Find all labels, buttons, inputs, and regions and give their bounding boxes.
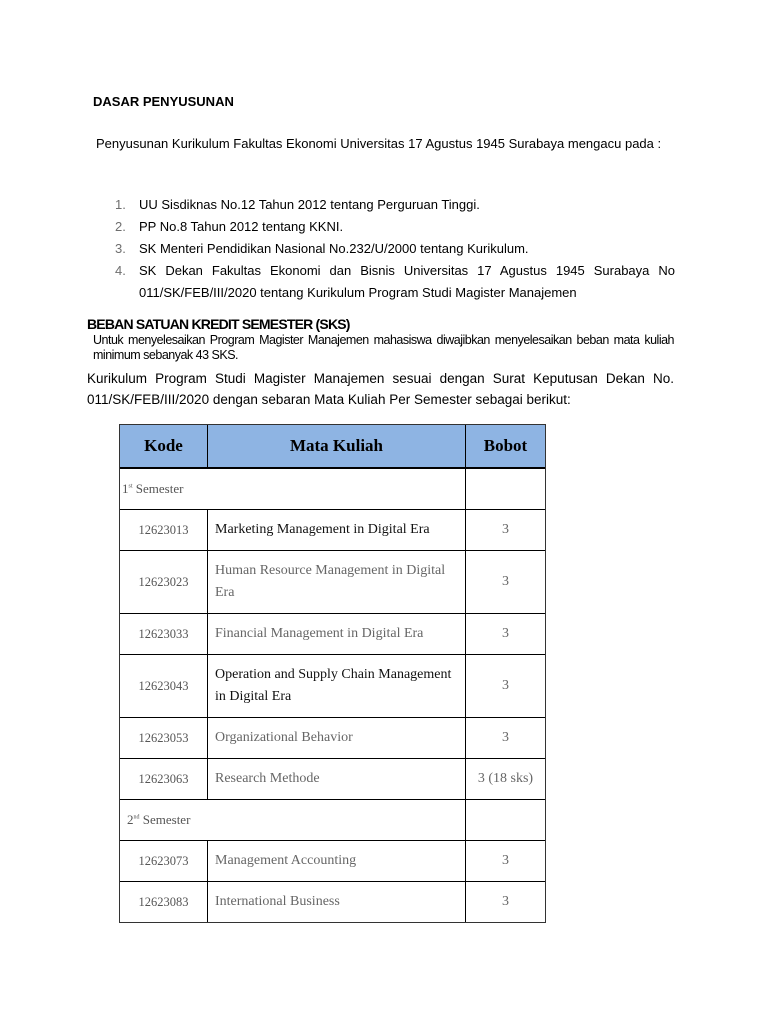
course-name: Research Methode <box>208 759 466 800</box>
course-name: Marketing Management in Digital Era <box>208 510 466 551</box>
table-row <box>120 841 545 882</box>
table-row <box>120 882 545 922</box>
semester-row <box>120 800 545 841</box>
course-name: Financial Management in Digital Era <box>208 614 466 655</box>
heading-beban-sks: BEBAN SATUAN KREDIT SEMESTER (SKS) <box>87 316 350 332</box>
semester-ordinal: st <box>128 483 133 490</box>
table-row <box>120 510 545 551</box>
semester-text: Semester <box>135 481 184 496</box>
course-name: Organizational Behavior <box>208 718 466 759</box>
course-credit: 3 (18 sks) <box>466 759 545 800</box>
table-row <box>120 614 545 655</box>
list-item <box>115 194 675 216</box>
semester-number: 2 <box>127 812 134 827</box>
course-code: 12623063 <box>120 759 208 800</box>
course-name: Management Accounting <box>208 841 466 882</box>
list-item <box>115 238 675 260</box>
table-row <box>120 551 545 614</box>
list-item <box>115 216 675 238</box>
intro-paragraph: Penyusunan Kurikulum Fakultas Ekonomi Universitas 17 Agustus 1945 Surabaya mengacu pada : <box>96 136 662 151</box>
list-item <box>115 260 675 304</box>
course-credit: 3 <box>466 655 545 718</box>
list-text: SK Menteri Pendidikan Nasional No.232/U/2000 tentang Kurikulum. <box>139 241 529 256</box>
course-code: 12623073 <box>120 841 208 882</box>
course-name: Operation and Supply Chain Management in Digital Era <box>208 655 466 718</box>
list-number: 1. <box>115 197 126 212</box>
header-kode: Kode <box>120 425 208 469</box>
course-code: 12623083 <box>120 882 208 922</box>
curriculum-intro: Kurikulum Program Studi Magister Manajemen sesuai dengan Surat Keputusan Dekan No. 011/SK/FEB/III/2020 dengan sebaran Mata Kuliah Per Semester sebagai berikut: <box>87 371 674 407</box>
semester-row <box>120 469 545 510</box>
references-list <box>115 194 675 304</box>
curriculum-table <box>119 424 546 923</box>
semester-2-label <box>120 800 466 841</box>
course-credit: 3 <box>466 551 545 614</box>
course-code: 12623043 <box>120 655 208 718</box>
course-name: International Business <box>208 882 466 922</box>
semester-number: 1 <box>122 481 129 496</box>
sks-note: Untuk menyelesaikan Program Magister Manajemen mahasiswa diwajibkan menyelesaikan beban mata kuliah minimum sebanyak 43 SKS. <box>93 333 674 362</box>
course-credit: 3 <box>466 510 545 551</box>
list-text: UU Sisdiknas No.12 Tahun 2012 tentang Perguruan Tinggi. <box>139 197 480 212</box>
heading-dasar-penyusunan: DASAR PENYUSUNAN <box>93 94 234 109</box>
list-number: 3. <box>115 241 126 256</box>
list-number: 4. <box>115 263 126 278</box>
course-name: Human Resource Management in Digital Era <box>208 551 466 614</box>
course-code: 12623023 <box>120 551 208 614</box>
list-text: PP No.8 Tahun 2012 tentang KKNI. <box>139 219 344 234</box>
semester-credit-cell <box>466 800 545 841</box>
table-header-row <box>120 425 545 469</box>
table-row <box>120 759 545 800</box>
course-code: 12623013 <box>120 510 208 551</box>
semester-ordinal: nd <box>133 814 140 821</box>
header-mata-kuliah: Mata Kuliah <box>208 425 466 469</box>
semester-credit-cell <box>466 469 545 510</box>
course-code: 12623033 <box>120 614 208 655</box>
course-credit: 3 <box>466 614 545 655</box>
semester-text: Semester <box>142 812 191 827</box>
course-credit: 3 <box>502 894 509 909</box>
table-row <box>120 718 545 759</box>
list-text: SK Dekan Fakultas Ekonomi dan Bisnis Universitas 17 Agustus 1945 Surabaya No 011/SK/FEB/III/2020 tentang Kurikulum Program Studi Magister Manajemen <box>139 263 675 300</box>
semester-1-label <box>120 469 466 510</box>
table-row <box>120 655 545 718</box>
list-number: 2. <box>115 219 126 234</box>
course-credit: 3 <box>466 718 545 759</box>
course-code: 12623053 <box>120 718 208 759</box>
header-bobot: Bobot <box>466 425 545 469</box>
course-credit: 3 <box>466 841 545 882</box>
